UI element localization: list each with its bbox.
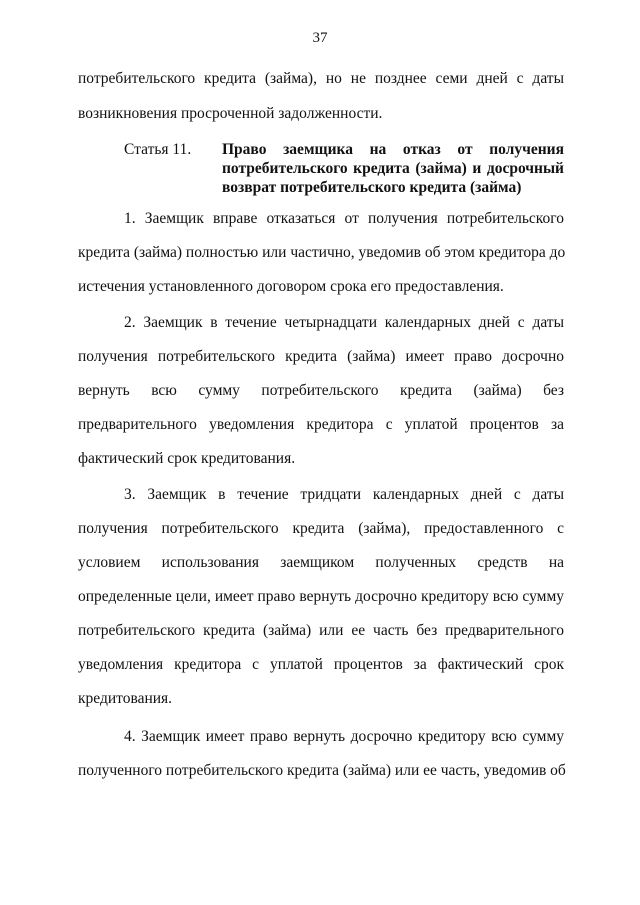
paragraph-3-line-7: кредитования. [78,690,173,707]
paragraph-3-line-6: уведомления кредитора с уплатой процентов за фактический срок [78,656,564,673]
paragraph-2-line-3: вернуть всю сумму потребительского кредита (займа) без [78,382,564,399]
article-title-line-1: Право заемщика на отказ от получения [222,141,564,158]
article-label: Статья 11. [124,141,192,158]
paragraph-3-line-5: потребительского кредита (займа) или ее часть без предварительного [78,622,564,639]
paragraph-3-line-1: 3. Заемщик в течение тридцати календарных дней с даты [124,486,564,503]
paragraph-2-line-5: фактический срок кредитования. [78,450,296,467]
page-number: 37 [312,30,328,46]
paragraph-3-line-3: условием использования заемщиком полученных средств на [78,554,564,571]
intro-line-1: потребительского кредита (займа), но не позднее семи дней с даты [78,70,564,87]
paragraph-4-line-1: 4. Заемщик имеет право вернуть досрочно кредитору всю сумму [124,728,564,745]
paragraph-3-line-4: определенные цели, имеет право вернуть досрочно кредитору всю сумму [78,588,564,605]
intro-line-2: возникновения просроченной задолженности. [78,105,383,122]
paragraph-3-line-2: получения потребительского кредита (займа), предоставленного с [78,520,564,537]
paragraph-2-line-2: получения потребительского кредита (займа) имеет право досрочно [78,348,564,365]
paragraph-1-line-3: истечения установленного договором срока его предоставления. [78,278,504,295]
article-title-line-3: возврат потребительского кредита (займа) [222,179,522,196]
article-title-line-2: потребительского кредита (займа) и досрочный [222,160,564,177]
paragraph-1-line-1: 1. Заемщик вправе отказаться от получения потребительского [124,210,564,227]
paragraph-1-line-2: кредита (займа) полностью или частично, уведомив об этом кредитора до [78,244,566,261]
paragraph-2-line-1: 2. Заемщик в течение четырнадцати календарных дней с даты [124,314,564,331]
paragraph-2-line-4: предварительного уведомления кредитора с уплатой процентов за [78,416,564,433]
paragraph-4-line-2: полученного потребительского кредита (займа) или ее часть, уведомив об [78,762,566,779]
